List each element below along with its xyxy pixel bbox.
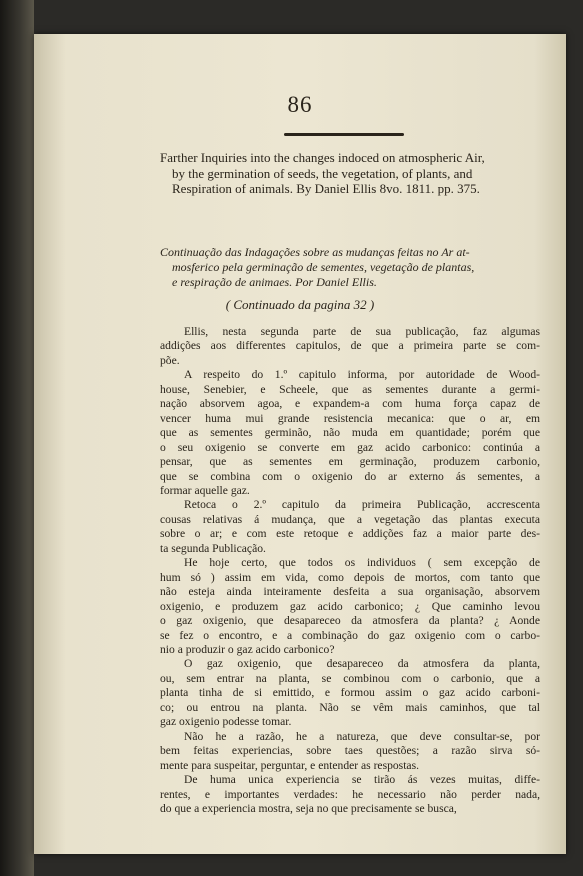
page-number: 86 [287, 92, 313, 117]
book-page [34, 34, 566, 854]
paragraph-line: house, Senebier, e Scheele, que as sementes durante a germi- [160, 382, 540, 396]
paragraph-line: hum só ) assim em vida, como depois de mortos, com tanto que [160, 570, 540, 584]
paragraph-line: cousas relativas á mudança, que a vegetação das plantas executa [160, 512, 540, 526]
entry-en-line: by the germination of seeds, the vegetation, of plants, and [172, 165, 473, 181]
paragraph-line: vencer huma mui grande resistencia mecanica: que o ar, em [160, 411, 540, 425]
paragraph-line: O gaz oxigenio, que desapareceo da atmosfera da planta, [184, 657, 540, 671]
paragraph-line: rentes, e importantes verdades: he necessario não perder nada, [160, 787, 540, 801]
book-spine-shadow [0, 0, 34, 876]
entry-en-line: Farther Inquiries into the changes indoced on atmospheric Air, [160, 150, 485, 165]
paragraph-line: gaz oxigenio podesse tomar. [160, 715, 292, 729]
paragraph-line: ou, sem entrar na planta, se combinou com o carbonio, que a [160, 671, 540, 685]
paragraph-line: sobre o ar; e com este retoque e addições faz a maior parte des- [160, 527, 540, 541]
paragraph-line: co; ou entrou na planta. Não se vêm mais caminhos, que tal [160, 700, 540, 714]
entry-en-line: Respiration of animals. By Daniel Ellis 8vo. 1811. pp. 375. [172, 181, 480, 196]
paragraph-line: addições aos differentes capitulos, de que a primeira parte se com- [160, 339, 540, 353]
paragraph-line: mente para suspeitar, perguntar, e entender as respostas. [160, 758, 419, 772]
entry-pt-line: e respiração de animaes. Por Daniel Ellis. [172, 275, 377, 289]
entry-pt-line: mosferico pela germinação de sementes, vegetação de plantas, [172, 260, 475, 274]
paragraph-line: He hoje certo, que todos os individuos ( sem excepção de [184, 556, 540, 570]
paragraph [160, 773, 540, 816]
paragraph-line: Retoca o 2.º capitulo da primeira Publicação, accrescenta [184, 498, 540, 512]
paragraph-line: pensar, que as sementes em germinação, produzem carbonio, [160, 455, 540, 469]
continued-from-note [34, 297, 566, 313]
paragraph-line: se fez o encontro, e a combinação do gaz oxigenio com o carbo- [160, 628, 540, 642]
paragraph-line: nio a produzir o gaz acido carbonico? [160, 642, 335, 656]
paragraph [160, 325, 540, 368]
paragraph-line: planta tinha de si emittido, e formou assim o gaz acido carboni- [160, 686, 540, 700]
paragraph-line: do que a experiencia mostra, seja no que precisamente se busca, [160, 801, 457, 815]
paragraph-line: bem feitas experiencias, sobre taes questões; a razão sirva só- [160, 744, 540, 758]
paragraph-line: o seu oxigenio se converte em gaz acido carbonico: continúa a [160, 440, 540, 454]
header-rule [284, 133, 404, 136]
paragraph-line: põe. [160, 353, 180, 367]
paragraph-line: Não he a razão, he a natureza, que deve consultar-se, por [184, 729, 540, 743]
paragraph-line: A respeito do 1.º capitulo informa, por autoridade de Wood- [184, 368, 540, 382]
paragraph-line: não esteja ainda inteiramente desfeita a sua organisação, absorvem [160, 585, 540, 599]
paragraph-line: o gaz oxigenio, que desapareceo da atmosfera da planta? ¿ Aonde [160, 614, 540, 628]
paragraph-line: que as sementes germinão, não muda em quantidade; porém que [160, 426, 540, 440]
paragraph-line: Ellis, nesta segunda parte de sua publicação, faz algumas [184, 325, 540, 338]
bibliographic-entry-portuguese [160, 245, 540, 290]
continued-label: ( Continuado da pagina 32 ) [225, 297, 375, 312]
paragraph-line: que se combina com o oxigenio do ar externo ás sementes, a [160, 469, 540, 483]
paragraph [160, 498, 540, 556]
paragraph [160, 368, 540, 498]
paragraph-line: nação absorvem agoa, e expandem-a com huma força capaz de [160, 397, 540, 411]
paragraph-line: De huma unica experiencia se tirão ás vezes muitas, diffe- [184, 773, 540, 787]
bibliographic-entry-english [160, 150, 540, 197]
paragraph-line: formar aquelle gaz. [160, 483, 250, 497]
paragraph-line: oxigenio, e produzem gaz acido carbonico; ¿ Que caminho levou [160, 599, 540, 613]
paragraph [160, 730, 540, 773]
article-body [160, 325, 540, 816]
paragraph [160, 556, 540, 657]
entry-pt-line: Continuação das Indagações sobre as mudanças feitas no Ar at- [160, 245, 470, 259]
paragraph [160, 657, 540, 729]
paragraph-line: ta segunda Publicação. [160, 541, 266, 555]
